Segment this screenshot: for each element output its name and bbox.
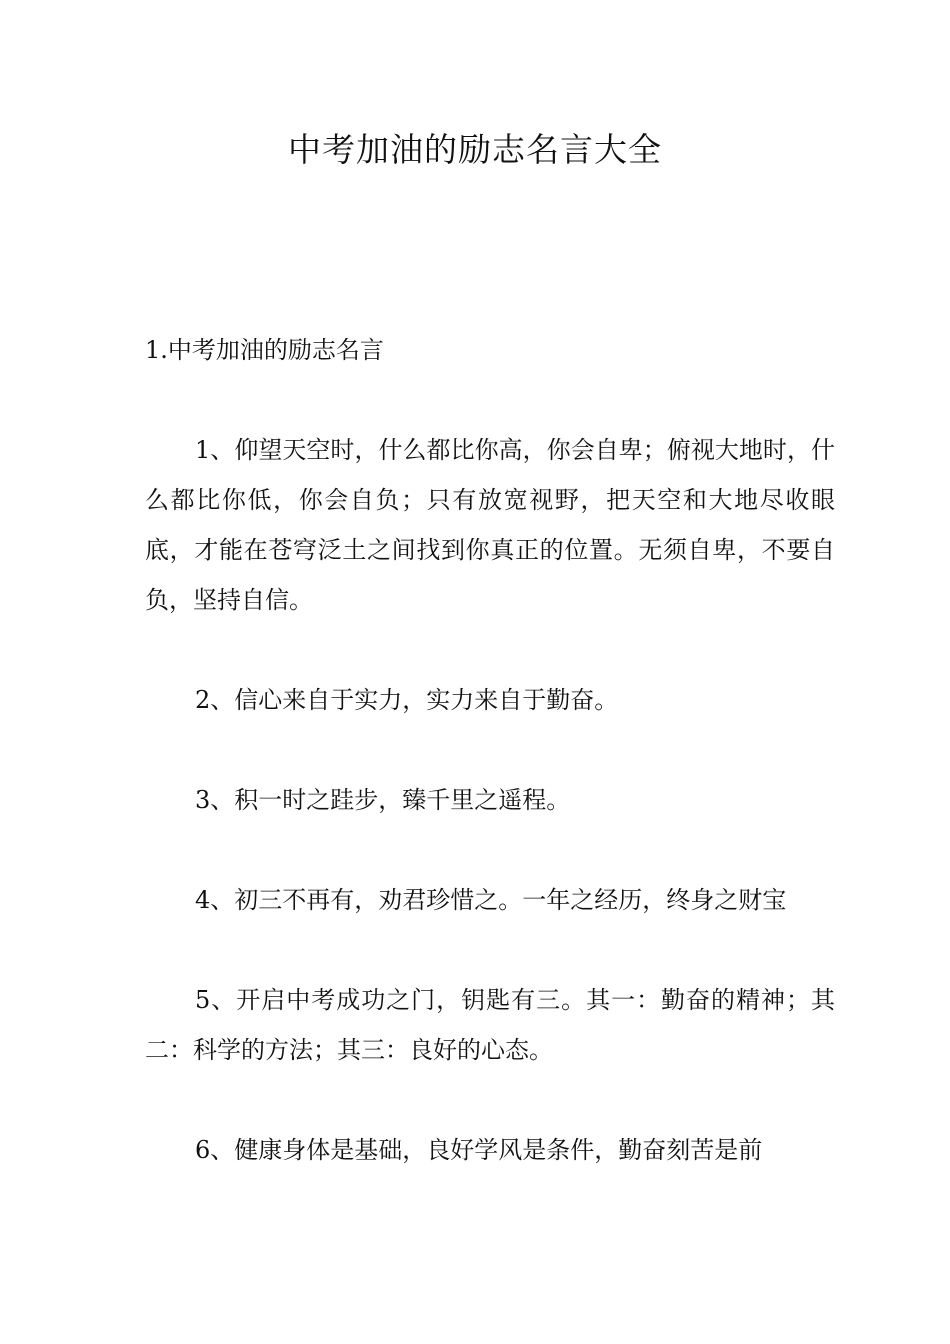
- quote-paragraph: 3、积一时之跬步，臻千里之遥程。: [195, 786, 571, 814]
- document-body: [145, 325, 835, 1225]
- section-heading: 1.中考加油的励志名言: [145, 336, 384, 364]
- quote-paragraph: 4、初三不再有，劝君珍惜之。一年之经历，终身之财宝: [195, 886, 787, 914]
- quote-paragraph: 1、仰望天空时，什么都比你高，你会自卑；俯视大地时，什么都比你低，你会自负；只有放宽视野，把天空和大地尽收眼底，才能在苍穹泛土之间找到你真正的位置。无须自卑，不要自负，坚持自信。: [145, 436, 835, 614]
- quote-paragraph: 5、开启中考成功之门，钥匙有三。其一：勤奋的精神；其二：科学的方法；其三：良好的心态。: [145, 986, 835, 1064]
- quote-paragraph: 2、信心来自于实力，实力来自于勤奋。: [195, 686, 619, 714]
- quote-paragraph: 6、健康身体是基础，良好学风是条件，勤奋刻苦是前: [195, 1136, 763, 1164]
- document-title: 中考加油的励志名言大全: [288, 130, 662, 169]
